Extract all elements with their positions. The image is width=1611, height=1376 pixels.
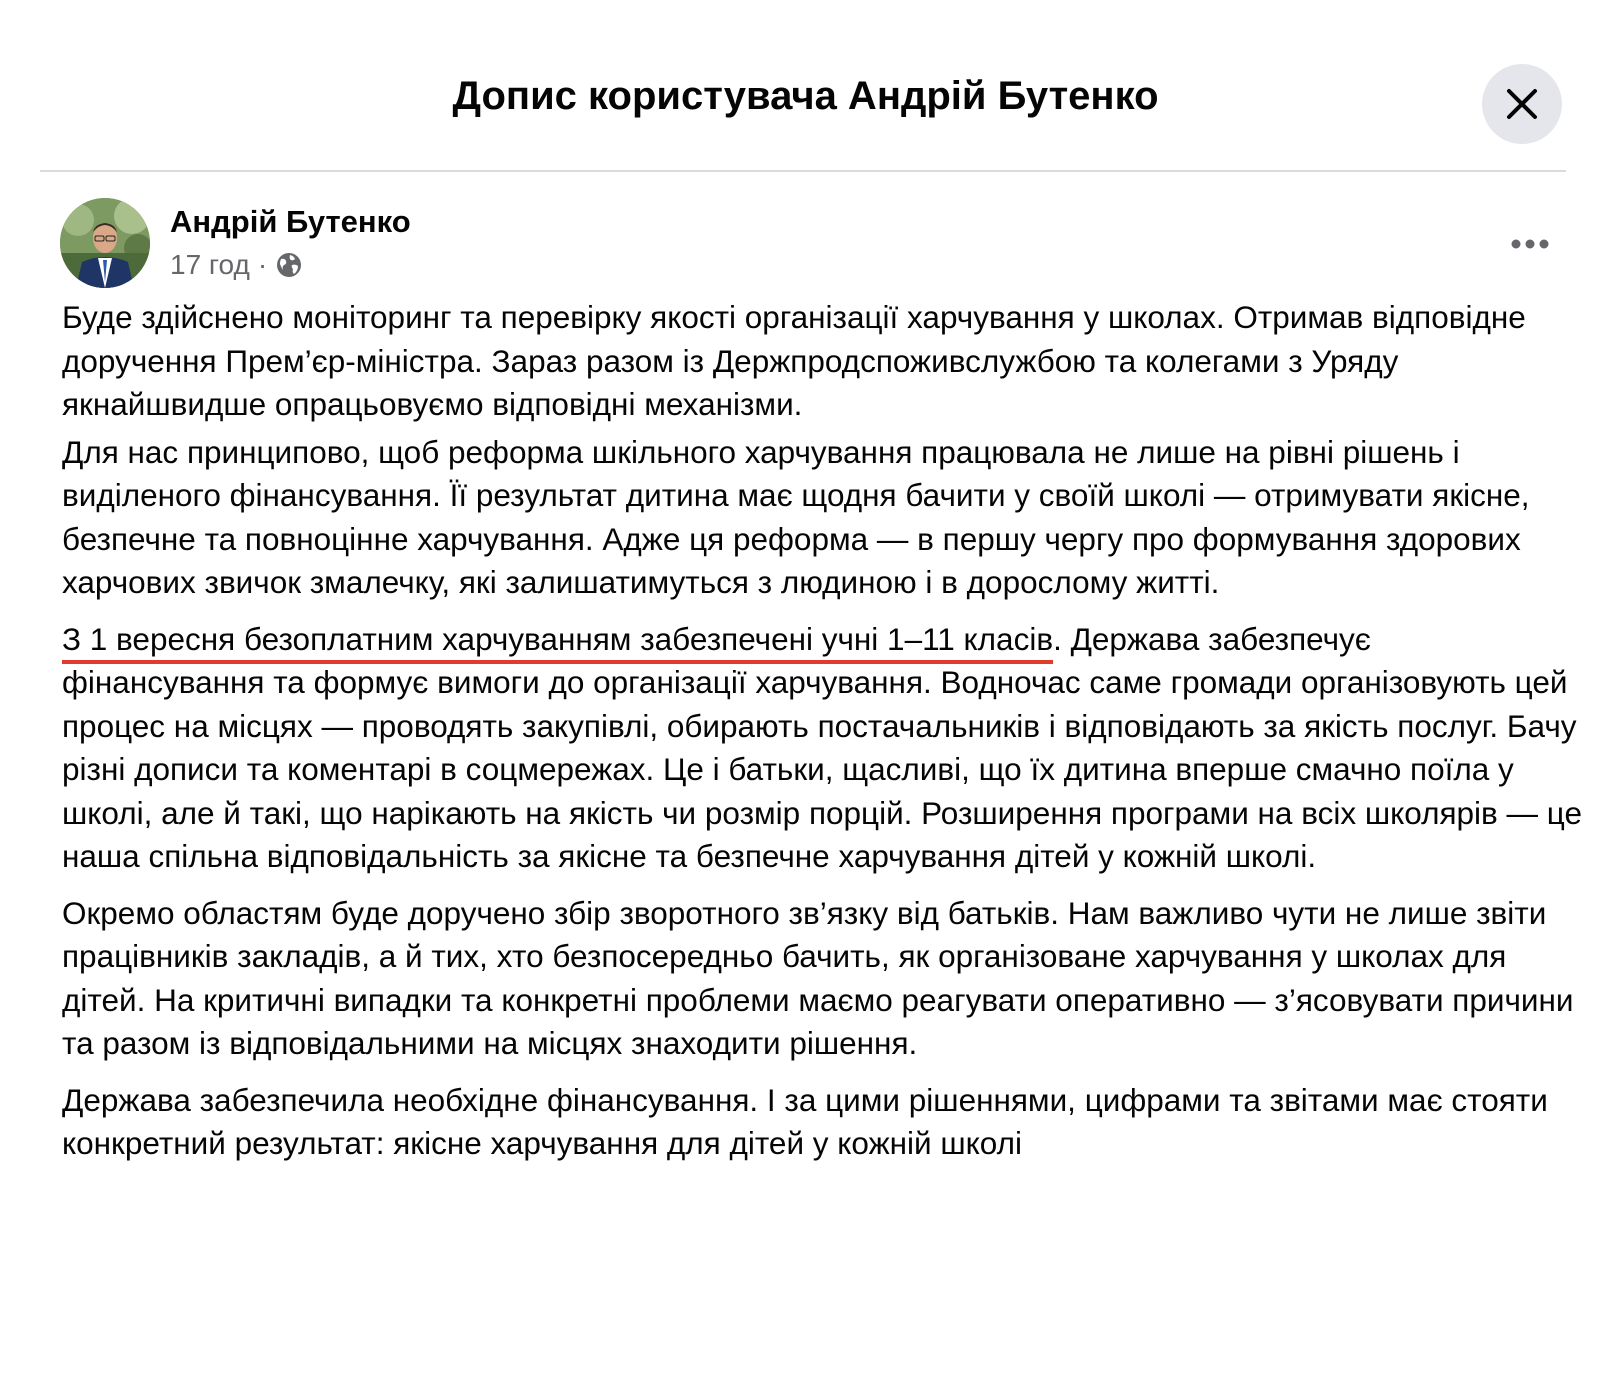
post-paragraph: Держава забезпечила необхідне фінансування. І за цими рішеннями, цифрами та звітами має стояти конкретний результат: якісне харчування для дітей у кожній школі bbox=[62, 1081, 1548, 1161]
close-icon bbox=[1505, 87, 1539, 121]
post-meta bbox=[170, 248, 303, 282]
dialog-title: Допис користувача Андрій Бутенко bbox=[452, 74, 1159, 118]
author-name[interactable]: Андрій Бутенко bbox=[170, 204, 411, 239]
post-paragraph: Для нас принципово, щоб реформа шкільного харчування працювала не лише на рівні рішень і виділеного фінансування. Її результат дитина має щодня бачити у своїй школі — отримувати якісне, безпечне та повноцінне харчування. Адже ця реформа — в першу чергу про формування здорових харчових звичок змалечку, які залишатимуться з людиною і в дорослому житті. bbox=[62, 433, 1530, 600]
globe-icon[interactable] bbox=[275, 251, 303, 279]
avatar[interactable] bbox=[60, 198, 150, 288]
paragraph-text: . Держава забезпечує фінансування та формує вимоги до організації харчування. Водночас саме громади організовують цей процес на місцях — проводять закупівлі, обирають постачальників і відповідають за якість послуг. Бачу різні дописи та коментарі в соцмережах. Це і батьки, щасливі, що їх дитина вперше смачно поїла у школі, але й такі, що нарікають на якість чи розмір порцій. Розширення програми на всіх школярів — це наша спільна відповідальність за якісне та безпечне харчування дітей у кожній школі. bbox=[62, 620, 1582, 874]
more-horizontal-icon bbox=[1510, 238, 1550, 250]
post-paragraph: Буде здійснено моніторинг та перевірку якості організації харчування у школах. Отримав відповідне доручення Прем’єр-міністра. Зараз разом із Держпродспоживслужбою та колегами з Уряду якнайшвидше опрацьовуємо відповідні механізми. bbox=[62, 299, 1526, 422]
post-header bbox=[60, 198, 1560, 290]
highlighted-text: З 1 вересня безоплатним харчуванням забезпечені учні 1–11 класів bbox=[62, 620, 1054, 657]
post-time[interactable]: 17 год bbox=[170, 249, 250, 280]
post-body bbox=[62, 296, 1582, 1166]
close-button[interactable] bbox=[1482, 64, 1562, 144]
meta-separator: · bbox=[257, 249, 268, 280]
more-options-button[interactable] bbox=[1500, 214, 1560, 274]
post-paragraph: Окремо областям буде доручено збір зворотного зв’язку від батьків. Нам важливо чути не лише звіти працівників закладів, а й тих, хто безпосередньо бачить, як організоване харчування у школах для дітей. На критичні випадки та конкретні проблеми маємо реагувати оперативно — з’ясовувати причини та разом із відповідальними на місцях знаходити рішення. bbox=[62, 894, 1574, 1061]
post-paragraph bbox=[62, 618, 1582, 879]
